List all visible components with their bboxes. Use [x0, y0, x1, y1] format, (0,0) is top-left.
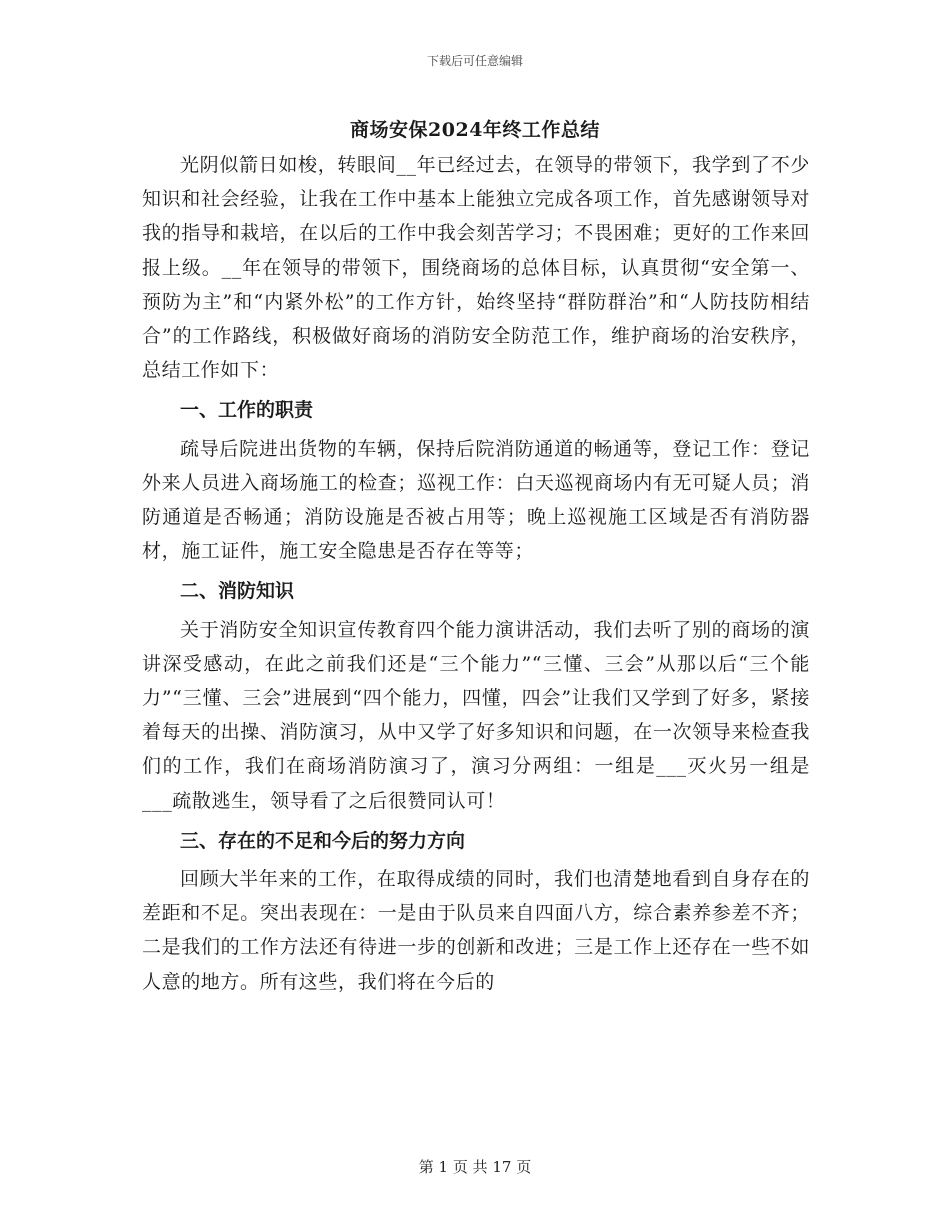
page-header-note: 下载后可任意编辑: [426, 54, 523, 68]
section-heading-shortcomings: 三、存在的不足和今后的努力方向: [180, 829, 466, 852]
section-paragraph-fire-knowledge: 关于消防安全知识宣传教育四个能力演讲活动，我们去听了别的商场的演讲深受感动，在此之前我们还是“三个能力”“三懂、三会”从那以后“三个能力”“三懂、三会”进展到“四个能力，四懂，四会”让我们又学到了好多，紧接着每天的出操、消防演习，从中又学了好多知识和问题，在一次领导来检查我们的工作，我们在商场消防演习了，演习分两组：一组是___灭火另一组是___疏散逃生，领导看了之后很赞同认可！: [142, 618, 810, 812]
section-heading-fire-knowledge: 二、消防知识: [180, 580, 295, 603]
page-number: 第 1 页 共 17 页: [418, 1158, 532, 1176]
section-paragraph-shortcomings: 回顾大半年来的工作，在取得成绩的同时，我们也清楚地看到自身存在的差距和不足。突出表现在：一是由于队员来自四面八方，综合素养参差不齐；二是我们的工作方法还有待进一步的创新和改进；三是工作上还存在一些不如人意的地方。所有这些，我们将在今后的: [142, 868, 810, 993]
section-heading-duties: 一、工作的职责: [180, 399, 314, 422]
document-body: [142, 148, 810, 999]
document-title: 商场安保2024年终工作总结: [350, 119, 600, 141]
intro-paragraph: 光阴似箭日如梭，转眼间__年已经过去，在领导的带领下，我学到了不少知识和社会经验，让我在工作中基本上能独立完成各项工作，首先感谢领导对我的指导和栽培，在以后的工作中我会刻苦学习；不畏困难；更好的工作来回报上级。__年在领导的带领下，围绕商场的总体目标，认真贯彻“安全第一、预防为主”和“内紧外松”的工作方针，始终坚持“群防群治”和“人防技防相结合”的工作路线，积极做好商场的消防安全防范工作，维护商场的治安秩序，总结工作如下：: [142, 154, 810, 382]
section-paragraph-duties: 疏导后院进出货物的车辆，保持后院消防通道的畅通等，登记工作：登记外来人员进入商场施工的检查；巡视工作：白天巡视商场内有无可疑人员；消防通道是否畅通；消防设施是否被占用等；晚上巡视施工区域是否有消防器材，施工证件，施工安全隐患是否存在等等；: [142, 437, 810, 563]
